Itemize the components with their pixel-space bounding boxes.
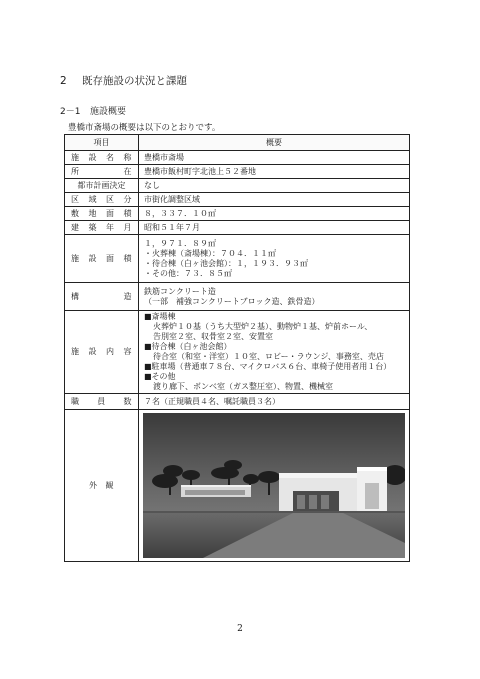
section-number: 2: [60, 75, 67, 87]
table-row: [65, 221, 410, 235]
table-row: [65, 179, 410, 193]
row-label: 所在: [65, 165, 139, 179]
table-row: [65, 193, 410, 207]
row-value: [139, 179, 410, 193]
section-heading: [60, 73, 187, 88]
row-value: [139, 151, 410, 165]
subsection-heading: [60, 104, 126, 117]
row-value: [139, 235, 410, 283]
row-value: [139, 221, 410, 235]
row-label: 施設名称: [65, 151, 139, 165]
value-line: 昭和５１年７月: [144, 222, 200, 232]
value-line: １，９７１．８９㎡: [144, 238, 216, 248]
header-summary: 概要: [139, 135, 410, 151]
value-line: （一部 補強コンクリートブロック造、鉄骨造）: [144, 296, 320, 306]
row-label: 構造: [65, 283, 139, 311]
value-line: 鉄筋コンクリート造: [144, 286, 216, 296]
facility-table: [64, 134, 410, 562]
row-label: 区域区分: [65, 193, 139, 207]
table-row: [65, 207, 410, 221]
row-label: 都市計画決定: [65, 179, 139, 193]
row-value: [139, 207, 410, 221]
exterior-photo-cell: [139, 410, 410, 562]
value-line: 豊橋市斎場: [144, 152, 184, 162]
value-line: 告別室２室、収骨室２室、安置室: [153, 332, 273, 341]
value-line: ・待合棟（白ヶ池会館）：１，１９３．９３㎡: [144, 258, 308, 268]
table-header-row: [65, 135, 410, 151]
intro-text: 豊橋市斎場の概要は以下のとおりです。: [68, 123, 221, 133]
value-line: 豊橋市飯村町字北池上５２番地: [144, 166, 256, 176]
row-value: [139, 394, 410, 410]
subsection-number: 2－1: [60, 107, 81, 117]
value-line: なし: [144, 180, 160, 190]
row-value: [139, 193, 410, 207]
table-row: [65, 165, 410, 179]
row-value: [139, 283, 410, 311]
table-row: [65, 235, 410, 283]
table-row: [65, 151, 410, 165]
value-line: 待合室（和室・洋室）１０室、ロビー・ラウンジ、事務室、売店: [153, 352, 384, 361]
value-line: ■待合棟（白ヶ池会館）: [144, 342, 232, 351]
value-line: 市街化調整区域: [144, 194, 200, 204]
table-row: [65, 410, 410, 562]
value-line: ・火葬棟（斎場棟）：７０４．１１㎡: [144, 248, 276, 258]
value-line: ・その他：７３．８５㎡: [144, 268, 232, 278]
exterior-photo: [143, 413, 405, 558]
row-label: 外観: [65, 410, 139, 562]
table-row: [65, 283, 410, 311]
value-line: ■斎場棟: [144, 312, 176, 321]
row-label: 敷地面積: [65, 207, 139, 221]
value-line: 渡り廊下、ボンベ室（ガス整圧室）、物置、機械室: [153, 382, 333, 391]
page-number: 2: [237, 624, 243, 634]
row-label: 施設内容: [65, 311, 139, 394]
subsection-title: 施設概要: [90, 107, 127, 117]
value-line: ８，３３７．１０㎡: [144, 208, 216, 218]
table-row: [65, 394, 410, 410]
row-label: 建築年月: [65, 221, 139, 235]
row-label: 職員数: [65, 394, 139, 410]
row-value: [139, 165, 410, 179]
row-value: [139, 311, 410, 394]
table-row: [65, 311, 410, 394]
section-title: 既存施設の状況と課題: [82, 75, 187, 87]
value-line: ■駐車場（普通車７８台、マイクロバス６台、車椅子使用者用１台）: [144, 362, 392, 371]
value-line: ■その他: [144, 372, 176, 381]
value-line: 火葬炉１０基（うち大型炉２基）、動物炉１基、炉前ホール、: [153, 322, 373, 331]
header-item: 項目: [65, 135, 139, 151]
value-line: ７名（正規職員４名、嘱託職員３名）: [144, 396, 280, 406]
row-label: 施設面積: [65, 235, 139, 283]
